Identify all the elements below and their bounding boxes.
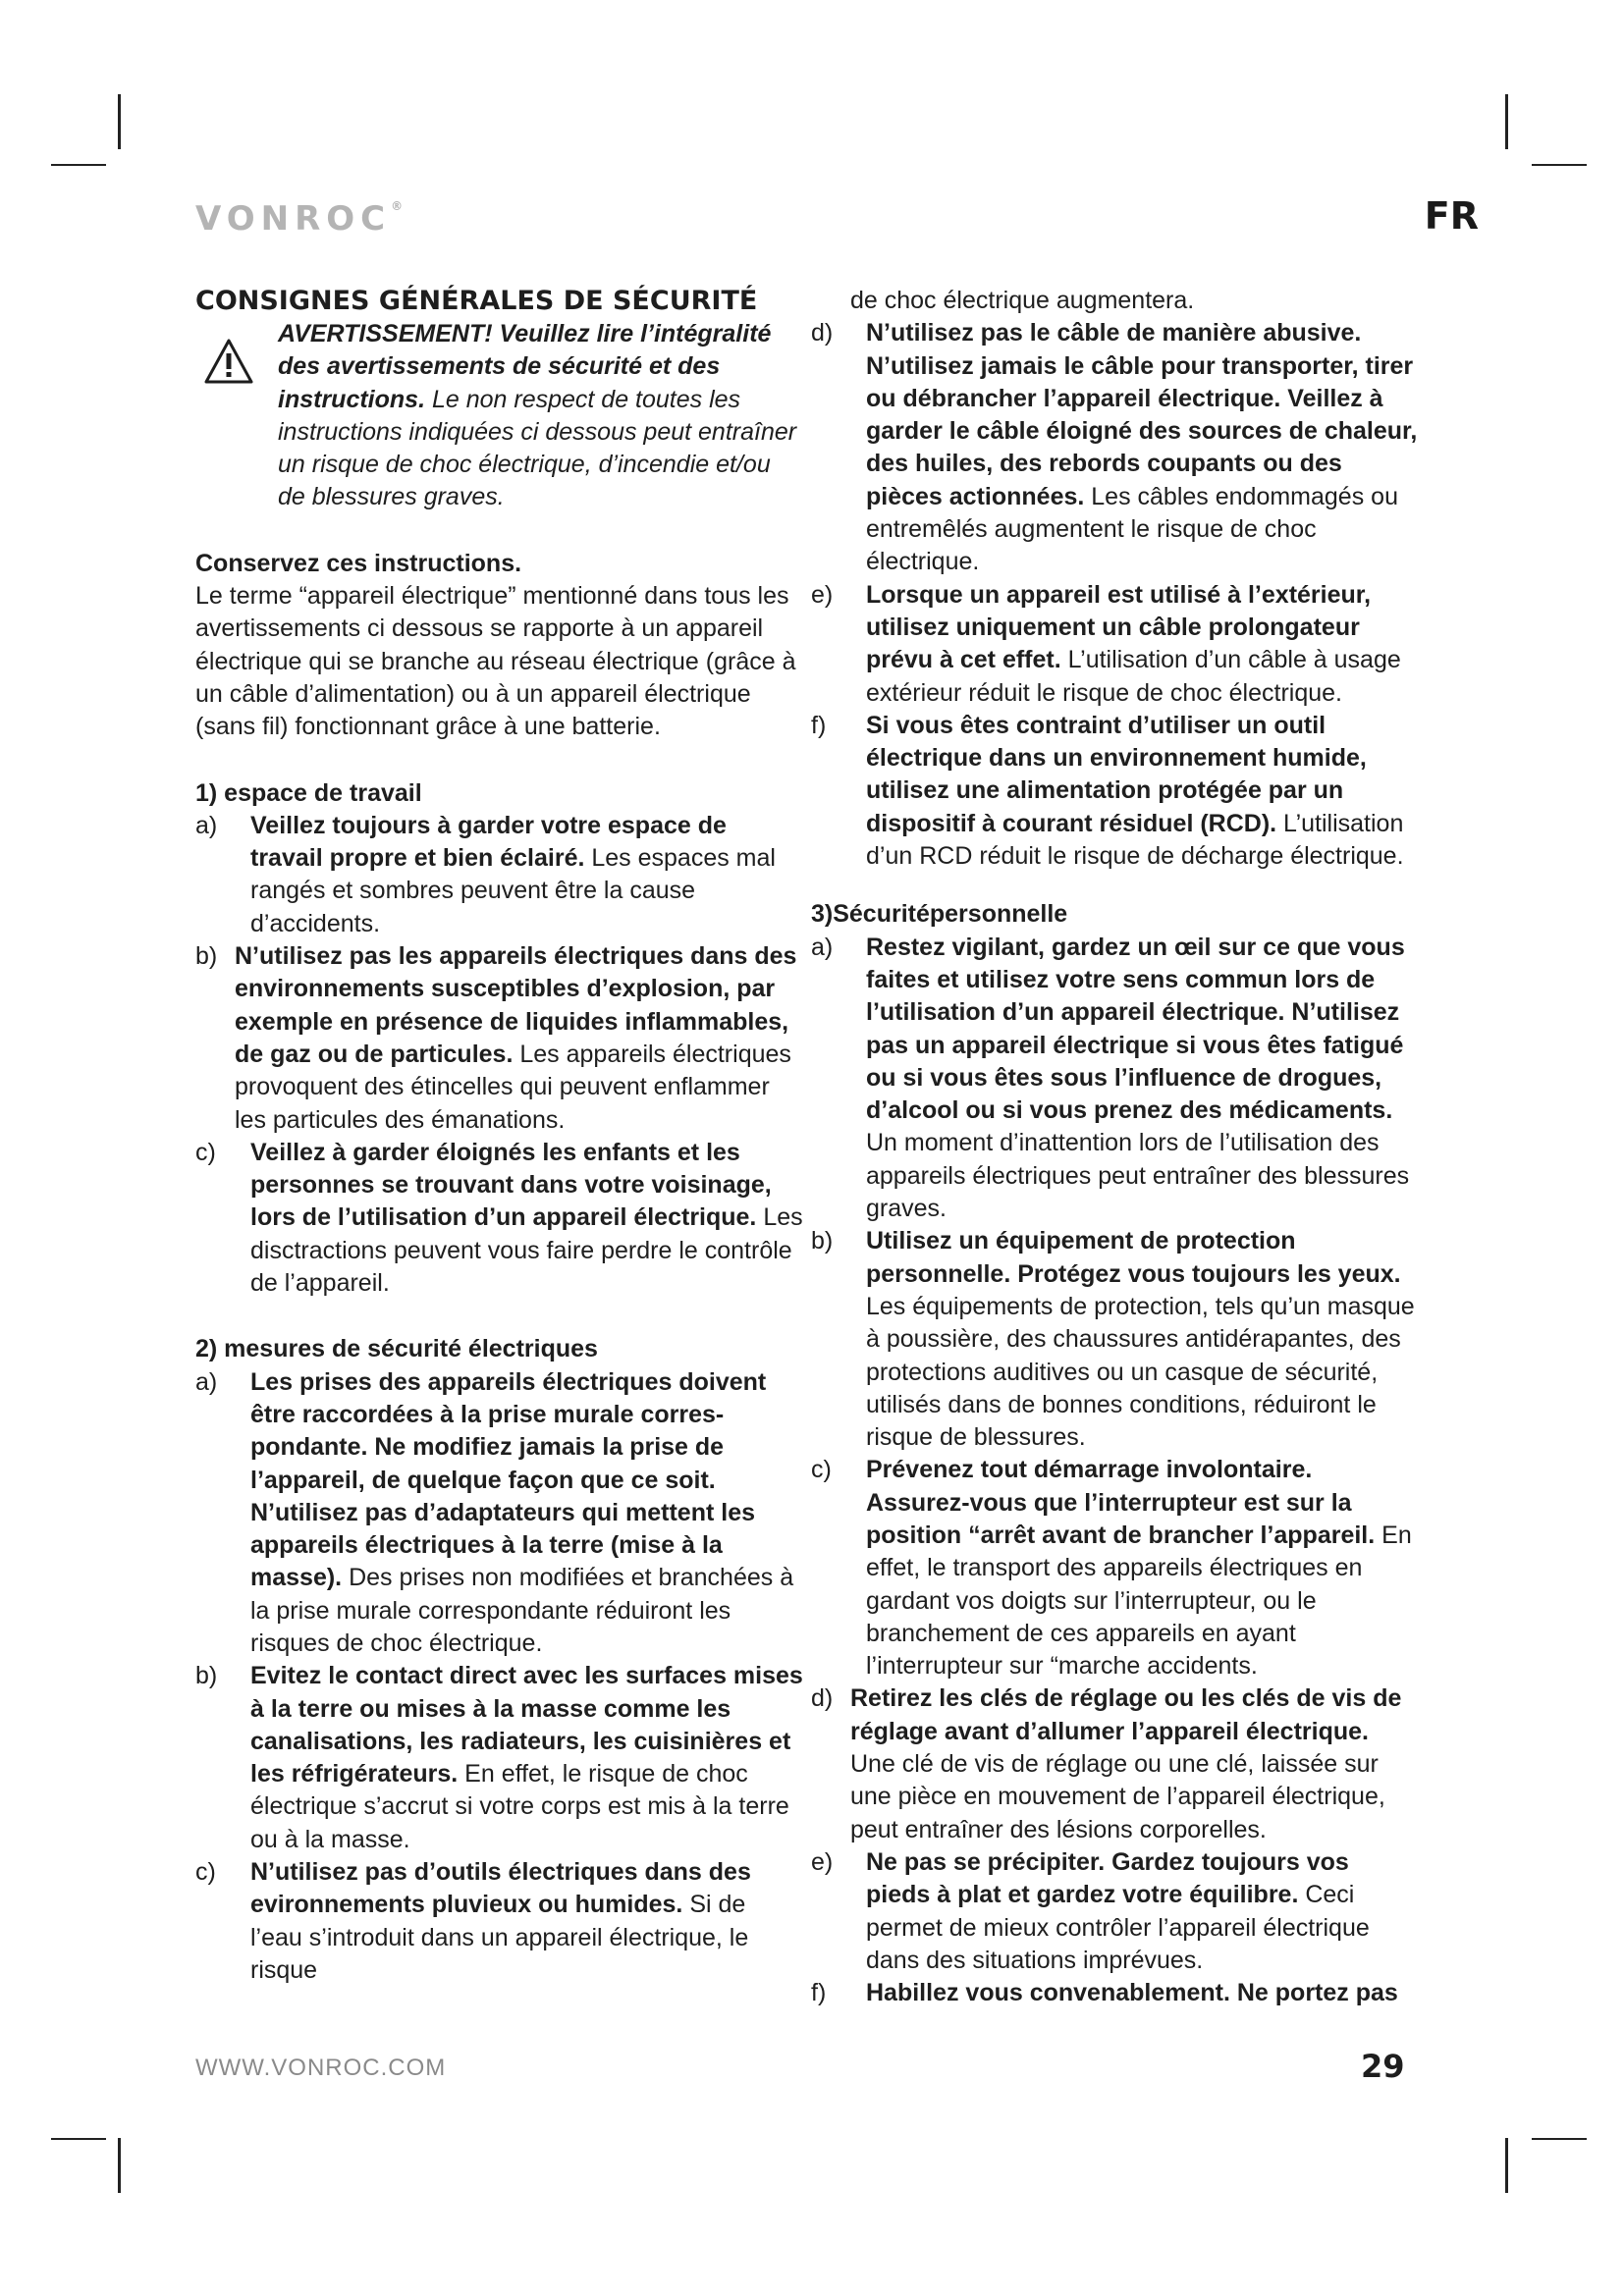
section-1-title: 1) espace de travail — [195, 778, 422, 807]
keep-instructions-heading: Conservez ces instructions. — [195, 549, 522, 577]
keep-instructions-text: Le terme “appareil électrique” mentionné dans tous les avertissements ci dessous se rapporte à un appareil électrique qui se branche au réseau électrique (grâce à un câble d’alimentation) ou à un appareil électrique (sans fil) fonctionnant grâce à une batterie. — [195, 582, 796, 741]
crop-mark — [1505, 94, 1508, 149]
list-item: b) Utilisez un équipement de protection personnelle. Protégez vous toujours les yeux. Les équipements de protection, tels qu’un masque à poussière, des chaussures antidérapantes, des protections auditives ou un casque de sécurité, utilisés dans de bonnes conditions, réduiront le risque de blessures. — [811, 1227, 1415, 1452]
list-item: c) N’utilisez pas d’outils électriques dans des evironnements pluvieux ou humides. Si de l’eau s’introduit dans un appareil électrique, le risque — [195, 1858, 751, 1984]
section-3-title: 3)Sécuritépersonnelle — [811, 900, 1068, 929]
list-item: d) Retirez les clés de réglage ou les clés de vis de réglage avant d’allumer l’appareil électrique. Une clé de vis de réglage ou une clé, laissée sur une pièce en mouvement de l’appareil électrique, peut entraîner des lésions corporelles. — [811, 1684, 1402, 1843]
page-number: 29 — [1361, 2048, 1405, 2085]
footer-url: WWW.VONROC.COM — [195, 2055, 447, 2081]
list-item: b) Evitez le contact direct avec les surfaces mises à la terre ou mises à la masse comme les canalisations, les radiateurs, les cuisinières et les réfrigérateurs. En effet, le risque de choc électrique s’accrut si votre corps est mis à la terre ou à la masse. — [195, 1662, 803, 1853]
continued-text: de choc électrique augmentera. — [850, 287, 1195, 314]
list-item: f) Si vous êtes contraint d’utiliser un outil électrique dans un environnement humide, utilisez une alimentation protégée par un dispositif à courant résiduel (RCD). L’utilisation d’un RCD réduit le risque de décharge électrique. — [811, 711, 1404, 871]
warning-icon — [203, 338, 254, 394]
list-item: b) N’utilisez pas les appareils électriques dans des environnements susceptibles d’explosion, par exemple en présence de liquides inflammables, de gaz ou de particules. Les appareils électriques provoquent des étincelles qui peuvent enflammer les particules des émanations. — [195, 942, 797, 1134]
brand-logo: VONROC® — [195, 199, 404, 239]
warning-text: AVERTISSEMENT! Veuillez lire l’intégralité des avertissements de sécurité et des instructions. Le non respect de toutes les instructions indiquées ci dessous peut entraîner un risque de choc électrique, d’incendie et/ou de blessures graves. — [278, 320, 797, 511]
crop-mark — [51, 2138, 106, 2140]
list-item: c) Veillez à garder éloignés les enfants et les personnes se trouvant dans votre voisinage, lors de l’utilisation d’un appareil électrique. Les disctractions peuvent vous faire perdre le contrôle de l’appareil. — [195, 1138, 803, 1298]
left-column — [195, 285, 804, 1987]
crop-mark — [118, 2138, 121, 2193]
page-title: CONSIGNES GÉNÉRALES DE SÉCURITÉ — [195, 286, 758, 316]
crop-mark — [1532, 164, 1587, 166]
crop-mark — [51, 164, 106, 166]
right-column — [811, 285, 1420, 2009]
language-code: FR — [1424, 194, 1479, 238]
crop-mark — [1532, 2138, 1587, 2140]
list-item: a) Veillez toujours à garder votre espace de travail propre et bien éclairé. Les espaces mal rangés et sombres peuvent être la cause d’accidents. — [195, 811, 776, 937]
list-item: a) Les prises des appareils électriques doivent être raccordées à la prise murale corres-pondante. Ne modifiez jamais la prise de l’appareil, de quelque façon que ce soit. N’utilisez pas d’adaptateurs qui mettent les appareils électriques à la terre (mise à la masse). Des prises non modifiées et branchées à la prise murale correspondante réduiront les risques de choc électrique. — [195, 1367, 794, 1657]
crop-mark — [1505, 2138, 1508, 2193]
list-item: e) Lorsque un appareil est utilisé à l’extérieur, utilisez uniquement un câble prolongateur prévu à cet effet. L’utilisation d’un câble à usage extérieur réduit le risque de choc électrique. — [811, 580, 1401, 707]
list-item: c) Prévenez tout démarrage involontaire. Assurez-vous que l’interrupteur est sur la position “arrêt avant de brancher l’appareil. En effet, le transport des appareils électriques en gardant vos doigts sur l’interrupteur, ou le branchement de ces appareils en ayant l’interrupteur sur “marche accidents. — [811, 1456, 1412, 1681]
list-item: d) N’utilisez pas le câble de manière abusive. N’utilisez jamais le câble pour transporter, tirer ou débrancher l’appareil électrique. Veillez à garder le câble éloigné des sources de chaleur, des huiles, des rebords coupants ou des pièces actionnées. Les câbles endommagés ou entremêlés augmentent le risque de choc électrique. — [811, 319, 1418, 576]
list-item: a) Restez vigilant, gardez un œil sur ce que vous faites et utilisez votre sens commun lors de l’utilisation d’un appareil électrique. N’utilisez pas un appareil électrique si vous êtes fatigué ou si vous êtes sous l’influence de drogues, d’alcool ou si vous prenez des médicaments. Un moment d’inattention lors de l’utilisation des appareils électriques peut entraîner des blessures graves. — [811, 933, 1410, 1223]
crop-mark — [118, 94, 121, 149]
warning-block — [195, 318, 804, 514]
list-item: e) Ne pas se précipiter. Gardez toujours vos pieds à plat et gardez votre équilibre. Ceci permet de mieux contrôler l’appareil électrique dans des situations imprévues. — [811, 1847, 1370, 1974]
section-2-title: 2) mesures de sécurité électriques — [195, 1335, 598, 1363]
list-item: f) Habillez vous convenablement. Ne portez pas — [811, 1979, 1398, 2007]
